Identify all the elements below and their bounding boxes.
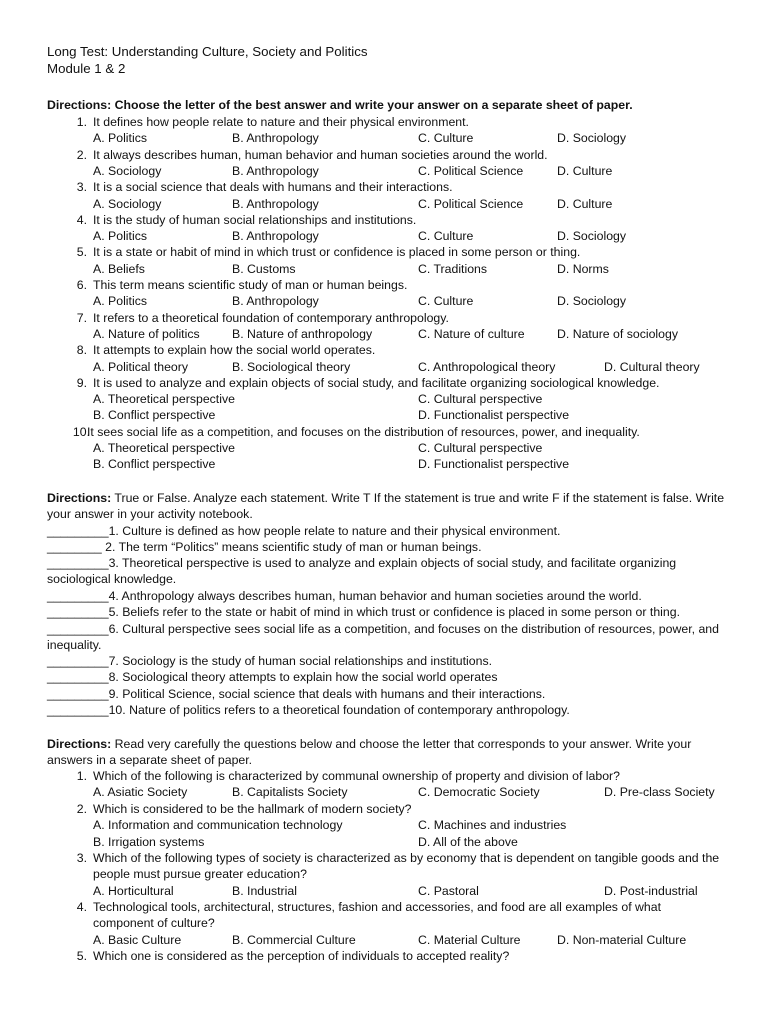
true-false-item [47, 539, 727, 555]
statement-text: 1. Culture is defined as how people relate to nature and their physical environment. [108, 524, 561, 538]
answer-option: A. Information and communication technology [93, 818, 343, 833]
answer-option: D. Culture [557, 196, 613, 211]
answer-option: C. Culture [418, 131, 474, 146]
statement-text: 6. Cultural perspective sees social life as a competition, and focuses on the distribution of resources, power, and inequality. [47, 622, 719, 653]
question-number: 2. [76, 147, 87, 162]
answer-option: B. Anthropology [232, 229, 319, 244]
answer-option: D. Nature of sociology [557, 326, 678, 341]
question-stem: It is a state or habit of mind in which trust or confidence is placed in some person or thing. [93, 245, 581, 260]
answer-option: C. Political Science [418, 163, 524, 178]
answer-option: B. Anthropology [232, 196, 319, 211]
question-stem: It always describes human, human behavior and human societies around the world. [93, 147, 548, 162]
answer-blank: _________ [47, 605, 109, 619]
answer-option: D. Sociology [557, 131, 627, 146]
question-stem: Which one is considered as the perception of individuals to accepted reality? [93, 949, 510, 963]
answer-blank: _________ [47, 622, 109, 636]
module-label: Module 1 & 2 [47, 60, 126, 76]
question-stem: Which of the following types of society is characterized as by economy that is dependent on tangible goods and the people must pursue greater education? [93, 851, 720, 882]
answer-option: B. Industrial [232, 883, 297, 898]
test-title: Long Test: Understanding Culture, Society and Politics [47, 44, 368, 59]
part2-directions [47, 490, 727, 523]
answer-option: D. Pre-class Society [604, 785, 715, 800]
answer-blank: _________ [47, 654, 109, 668]
answer-option: C. Nature of culture [418, 326, 525, 341]
answer-option: B. Sociological theory [232, 359, 351, 374]
answer-option: B. Conflict perspective [93, 457, 216, 472]
answer-option: A. Political theory [93, 359, 189, 374]
part1-directions: Directions: Choose the letter of the best answer and write your answer on a separate sheet of paper. [47, 98, 633, 112]
question-number: 5. [76, 949, 87, 963]
question-stem: It sees social life as a competition, and focuses on the distribution of resources, power, and inequality. [87, 424, 640, 439]
answer-option: D. Cultural theory [604, 359, 700, 374]
answer-option: A. Politics [93, 131, 147, 146]
document-header [47, 44, 368, 78]
question-stem: Which of the following is characterized by communal ownership of property and division of labor? [93, 769, 620, 783]
true-false-item [47, 621, 727, 654]
answer-option: A. Theoretical perspective [93, 392, 235, 407]
answer-option: B. Anthropology [232, 163, 319, 178]
question-number: 2. [76, 802, 87, 816]
question-stem: It attempts to explain how the social world operates. [93, 343, 376, 358]
answer-option: A. Politics [93, 229, 147, 244]
answer-blank: _________ [47, 670, 109, 684]
part2-directions-label: Directions: [47, 491, 112, 505]
answer-option: D. Functionalist perspective [418, 408, 570, 423]
answer-option: A. Sociology [93, 196, 162, 211]
answer-option: D. Sociology [557, 294, 627, 309]
answer-option: D. Non-material Culture [557, 932, 687, 947]
answer-option: C. Culture [418, 229, 474, 244]
question-number: 1. [76, 115, 87, 129]
answer-option: C. Political Science [418, 196, 524, 211]
answer-blank: _________ [47, 556, 109, 570]
statement-text: 4. Anthropology always describes human, human behavior and human societies around the world. [108, 589, 642, 603]
question-stem: It is the study of human social relationships and institutions. [93, 212, 417, 227]
statement-text: 3. Theoretical perspective is used to analyze and explain objects of social study, and facilitate organizing sociological knowledge. [47, 556, 677, 587]
question-stem: Technological tools, architectural, structures, fashion and accessories, and food are all examples of what component of culture? [93, 900, 662, 931]
true-false-item [47, 588, 727, 604]
question-number: 3. [76, 851, 87, 865]
question-number: 7. [76, 310, 87, 325]
answer-option: D. Culture [557, 163, 613, 178]
true-false-item [47, 669, 727, 685]
answer-option: C. Anthropological theory [418, 359, 556, 374]
answer-option: A. Theoretical perspective [93, 441, 235, 455]
answer-option: A. Sociology [93, 163, 162, 178]
true-false-item [47, 523, 727, 539]
answer-option: A. Politics [93, 294, 147, 309]
answer-option: C. Culture [418, 294, 474, 309]
question-number: 5. [76, 245, 87, 260]
answer-option: B. Anthropology [232, 131, 319, 146]
true-false-item [47, 702, 727, 718]
question-number: 4. [76, 212, 87, 227]
statement-text: 7. Sociology is the study of human social relationships and institutions. [108, 654, 493, 668]
answer-option: C. Pastoral [418, 883, 479, 898]
statement-text: 5. Beliefs refer to the state or habit of mind in which trust or confidence is placed in some person or thing. [108, 605, 680, 619]
question-number: 4. [76, 900, 87, 914]
question-stem: It is a social science that deals with humans and their interactions. [93, 180, 453, 195]
true-false-item [47, 686, 727, 702]
question-stem: It defines how people relate to nature and their physical environment. [93, 115, 469, 129]
answer-option: D. Functionalist perspective [418, 457, 570, 472]
question-stem: This term means scientific study of man or human beings. [93, 278, 408, 292]
question-number: 8. [76, 343, 87, 358]
answer-option: A. Beliefs [93, 261, 145, 276]
question-number: 10. [72, 424, 90, 439]
part3-directions-text: Read very carefully the questions below and choose the letter that corresponds to your answer. Write your answers in a separate sheet of paper. [47, 737, 692, 768]
part3-directions-label: Directions: [47, 737, 112, 751]
true-false-item [47, 555, 727, 588]
question-number: 1. [76, 769, 87, 783]
statement-text: 8. Sociological theory attempts to explain how the social world operates [108, 670, 498, 684]
true-false-item [47, 653, 727, 669]
answer-blank: _________ [47, 687, 109, 701]
answer-option: D. All of the above [418, 834, 518, 849]
answer-option: B. Commercial Culture [232, 932, 356, 947]
question-stem: It is used to analyze and explain objects of social study, and facilitate organizing sociological knowledge. [93, 375, 660, 390]
answer-option: A. Basic Culture [93, 932, 182, 947]
answer-option: C. Democratic Society [418, 785, 540, 800]
answer-option: C. Traditions [418, 261, 488, 276]
answer-option: D. Norms [557, 261, 609, 276]
question-number: 9. [76, 375, 87, 390]
question-number: 3. [76, 180, 87, 195]
answer-option: C. Material Culture [418, 932, 521, 947]
answer-blank: _________ [47, 589, 109, 603]
question-number: 6. [76, 278, 87, 292]
answer-option: B. Customs [232, 261, 296, 276]
answer-option: A. Horticultural [93, 883, 174, 898]
answer-blank: ________ [47, 540, 102, 554]
true-false-item [47, 604, 727, 620]
statement-text: 2. The term “Politics” means scientific study of man or human beings. [101, 540, 482, 554]
statement-text: 9. Political Science, social science that deals with humans and their interactions. [108, 687, 546, 701]
answer-option: B. Irrigation systems [93, 834, 205, 849]
answer-option: B. Nature of anthropology [232, 326, 373, 341]
statement-text: 10. Nature of politics refers to a theoretical foundation of contemporary anthropology. [108, 703, 570, 717]
part2-directions-text: True or False. Analyze each statement. Write T If the statement is true and write F if the statement is false. Write your answer in your activity notebook. [47, 491, 725, 522]
answer-option: B. Capitalists Society [232, 785, 348, 800]
answer-option: D. Sociology [557, 229, 627, 244]
answer-option: A. Nature of politics [93, 326, 200, 341]
answer-option: A. Asiatic Society [93, 785, 188, 800]
answer-option: C. Machines and industries [418, 818, 567, 833]
answer-option: C. Cultural perspective [418, 392, 543, 407]
answer-option: B. Conflict perspective [93, 408, 216, 423]
answer-option: C. Cultural perspective [418, 441, 543, 455]
answer-option: B. Anthropology [232, 294, 319, 309]
part3-directions [47, 736, 727, 769]
answer-blank: _________ [47, 703, 109, 717]
question-stem: It refers to a theoretical foundation of contemporary anthropology. [93, 310, 449, 325]
answer-option: D. Post-industrial [604, 883, 698, 898]
question-stem: Which is considered to be the hallmark of modern society? [93, 802, 412, 816]
answer-blank: _________ [47, 524, 109, 538]
